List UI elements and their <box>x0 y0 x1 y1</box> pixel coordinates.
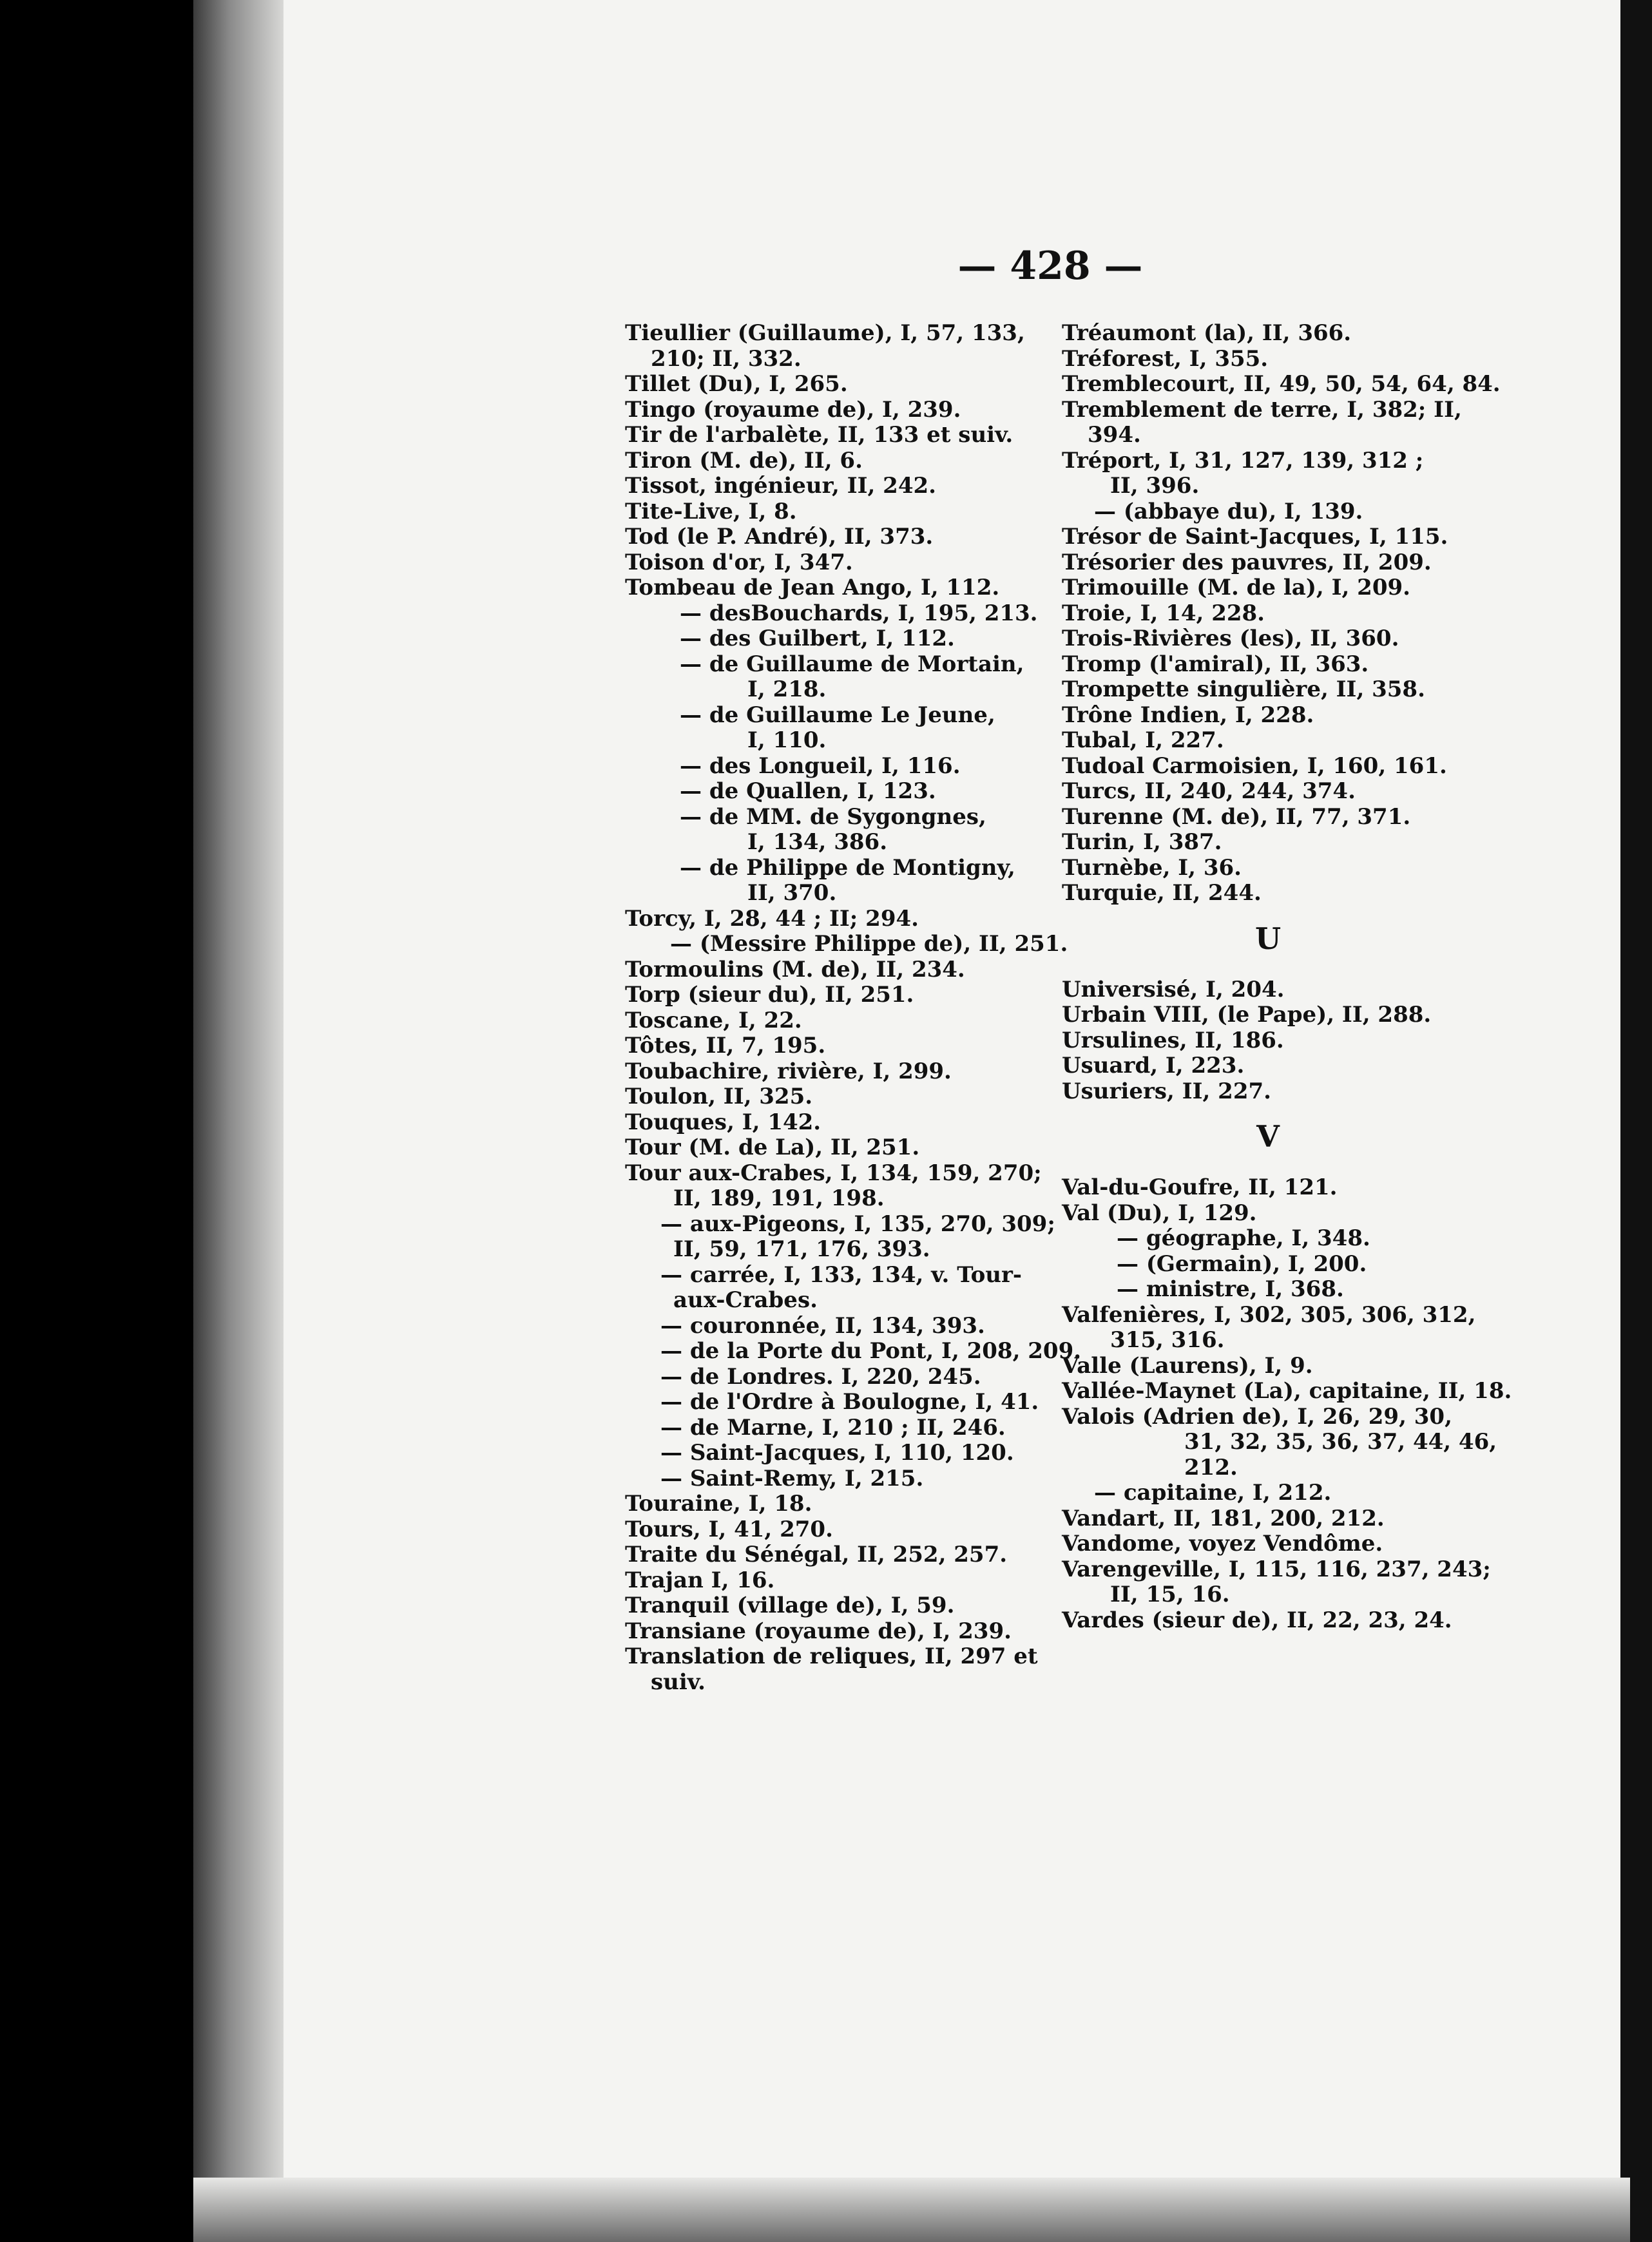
index-entry-line: — de Philippe de Montigny, <box>680 854 1015 881</box>
bottom-shadow <box>193 2178 1630 2242</box>
index-entry-line: Val (Du), I, 129. <box>1062 1200 1257 1226</box>
index-entry-line: Tréport, I, 31, 127, 139, 312 ; <box>1062 447 1424 474</box>
index-entry-line: Tranquil (village de), I, 59. <box>625 1593 955 1618</box>
index-entry-line: Trimouille (M. de la), I, 209. <box>1062 575 1410 600</box>
index-entry-line: Tour (M. de La), II, 251. <box>625 1135 920 1160</box>
index-entry-line: — aux-Pigeons, I, 135, 270, 309; <box>660 1211 1055 1237</box>
index-entry-line: Trajan I, 16. <box>625 1567 775 1593</box>
index-entry-line: Touraine, I, 18. <box>625 1491 812 1517</box>
index-entry-line: — (abbaye du), I, 139. <box>1094 498 1363 524</box>
index-entry-line: — de Guillaume de Mortain, <box>680 651 1024 677</box>
index-entry-line: Tormoulins (M. de), II, 234. <box>625 956 965 982</box>
index-entry-line: Ursulines, II, 186. <box>1062 1027 1284 1053</box>
index-entry-line: — de Guillaume Le Jeune, <box>680 702 995 728</box>
index-entry-line: Tôtes, II, 7, 195. <box>625 1033 826 1059</box>
index-entry-line: Tillet (Du), I, 265. <box>625 371 848 397</box>
index-entry-line: — ministre, I, 368. <box>1117 1276 1344 1302</box>
t-entries <box>1062 320 1501 906</box>
index-entry-line: Translation de reliques, II, 297 et <box>625 1643 1038 1669</box>
index-entry-line: Touques, I, 142. <box>625 1109 821 1135</box>
page-gutter-shadow <box>193 0 283 2242</box>
index-entry-line: Tubal, I, 227. <box>1062 727 1224 753</box>
index-entry-line: Trône Indien, I, 228. <box>1062 702 1314 728</box>
index-entry-line: aux-Crabes. <box>673 1287 818 1313</box>
index-entry-line: — de l'Ordre à Boulogne, I, 41. <box>660 1389 1039 1415</box>
index-entry-line: Tingo (royaume de), I, 239. <box>625 396 961 423</box>
index-entry-line: Trompette singulière, II, 358. <box>1062 676 1425 702</box>
index-entry-line: 31, 32, 35, 36, 37, 44, 46, <box>1184 1429 1497 1455</box>
index-entry-line: Vandart, II, 181, 200, 212. <box>1062 1505 1385 1531</box>
index-entry-line: II, 396. <box>1110 473 1200 499</box>
index-entry-line: Tod (le P. André), II, 373. <box>625 524 934 550</box>
index-entry-line: Valois (Adrien de), I, 26, 29, 30, <box>1062 1403 1452 1430</box>
index-entry-line: Toison d'or, I, 347. <box>625 549 853 575</box>
index-entry-line: Trois-Rivières (les), II, 360. <box>1062 626 1399 651</box>
index-entry-line: Tromp (l'amiral), II, 363. <box>1062 651 1369 677</box>
index-entry-line: — Saint-Jacques, I, 110, 120. <box>660 1440 1014 1466</box>
index-entry-line: Torcy, I, 28, 44 ; II; 294. <box>625 905 919 932</box>
index-entry-line: Tour aux-Crabes, I, 134, 159, 270; <box>625 1160 1042 1186</box>
index-entry-line: — (Germain), I, 200. <box>1117 1250 1367 1277</box>
index-entry-line: — (Messire Philippe de), II, 251. <box>670 931 1068 957</box>
index-entry-line: Vandome, voyez Vendôme. <box>1062 1531 1383 1557</box>
index-entry-line: — de Quallen, I, 123. <box>680 778 936 804</box>
index-entry-line: — de la Porte du Pont, I, 208, 209. <box>660 1338 1082 1364</box>
index-entry-line: Usuard, I, 223. <box>1062 1053 1245 1078</box>
page-number: — 428 — <box>957 244 1143 289</box>
right-index-column <box>1062 320 1512 1633</box>
index-entry-line: Toubachire, rivière, I, 299. <box>625 1058 952 1084</box>
index-entry-line: Tudoal Carmoisien, I, 160, 161. <box>1062 752 1447 779</box>
index-entry-line: Vardes (sieur de), II, 22, 23, 24. <box>1062 1607 1452 1633</box>
index-entry-line: Val-du-Goufre, II, 121. <box>1062 1174 1338 1200</box>
index-entry-line: Tréaumont (la), II, 366. <box>1062 320 1352 346</box>
index-entry-line: II, 15, 16. <box>1110 1582 1230 1607</box>
index-entry-line: — des Guilbert, I, 112. <box>680 626 955 651</box>
index-entry-line: I, 134, 386. <box>747 829 888 855</box>
index-entry-line: Valfenières, I, 302, 305, 306, 312, <box>1062 1301 1476 1328</box>
index-entry-line: II, 59, 171, 176, 393. <box>673 1236 930 1262</box>
index-entry-line: Troie, I, 14, 228. <box>1062 600 1265 626</box>
index-entry-line: 212. <box>1184 1454 1238 1480</box>
index-entry-line: — carrée, I, 133, 134, v. Tour- <box>660 1261 1023 1288</box>
index-entry-line: Urbain VIII, (le Pape), II, 288. <box>1062 1002 1432 1028</box>
index-entry-line: — géographe, I, 348. <box>1117 1225 1370 1251</box>
index-entry-line: — desBouchards, I, 195, 213. <box>680 600 1038 626</box>
index-entry-line: — de Marne, I, 210 ; II, 246. <box>660 1414 1006 1441</box>
index-entry-line: suiv. <box>651 1669 706 1695</box>
index-entry-line: Tieullier (Guillaume), I, 57, 133, <box>625 320 1025 346</box>
index-entry-line: II, 189, 191, 198. <box>673 1185 885 1211</box>
index-entry-line: Turnèbe, I, 36. <box>1062 854 1242 881</box>
index-entry-line: II, 370. <box>747 880 837 906</box>
u-entries <box>1062 977 1474 1105</box>
index-entry-line: I, 110. <box>747 727 827 753</box>
index-entry-line: Tiron (M. de), II, 6. <box>625 447 863 474</box>
index-entry-line: — de Londres. I, 220, 245. <box>660 1363 981 1390</box>
v-entries <box>1062 1174 1512 1633</box>
index-entry-line: Turquie, II, 244. <box>1062 880 1262 906</box>
index-entry-line: Tombeau de Jean Ango, I, 112. <box>625 575 1000 600</box>
index-entry-line: Valle (Laurens), I, 9. <box>1062 1352 1313 1379</box>
index-entry-line: 394. <box>1088 422 1141 448</box>
index-entry-line: Traite du Sénégal, II, 252, 257. <box>625 1542 1008 1567</box>
index-entry-line: Tréforest, I, 355. <box>1062 345 1269 372</box>
index-entry-line: Tite-Live, I, 8. <box>625 498 797 524</box>
index-entry-line: Tissot, ingénieur, II, 242. <box>625 473 936 499</box>
index-entry-line: Turenne (M. de), II, 77, 371. <box>1062 803 1411 830</box>
index-entry-line: — capitaine, I, 212. <box>1094 1480 1332 1506</box>
left-index-column <box>625 320 1082 1695</box>
index-entry-line: Turin, I, 387. <box>1062 829 1222 855</box>
index-entry-line: Torp (sieur du), II, 251. <box>625 982 914 1008</box>
index-entry-line: Varengeville, I, 115, 116, 237, 243; <box>1062 1556 1491 1582</box>
index-entry-line: Trésorier des pauvres, II, 209. <box>1062 549 1432 575</box>
index-entry-line: I, 218. <box>747 676 827 702</box>
index-entry-line: 210; II, 332. <box>651 345 802 372</box>
index-entry-line: Usuriers, II, 227. <box>1062 1078 1271 1104</box>
index-entry-line: Universisé, I, 204. <box>1062 976 1285 1002</box>
section-letter-v: V <box>1256 1119 1280 1154</box>
index-entry-line: Tours, I, 41, 270. <box>625 1516 833 1542</box>
index-entry-line: — de MM. de Sygongnes, <box>680 803 986 830</box>
index-entry-line: Turcs, II, 240, 244, 374. <box>1062 778 1356 804</box>
section-letter-u: U <box>1254 921 1282 956</box>
index-entry-line: Toscane, I, 22. <box>625 1007 802 1033</box>
index-entry-line: Trésor de Saint-Jacques, I, 115. <box>1062 524 1448 550</box>
index-entry-line: 315, 316. <box>1110 1327 1225 1353</box>
index-entry-line: Toulon, II, 325. <box>625 1084 813 1109</box>
index-entry-line: Tir de l'arbalète, II, 133 et suiv. <box>625 422 1013 448</box>
index-entry-line: Tremblecourt, II, 49, 50, 54, 64, 84. <box>1062 371 1501 397</box>
index-entry-line: Vallée-Maynet (La), capitaine, II, 18. <box>1062 1378 1512 1404</box>
index-entry-line: Transiane (royaume de), I, 239. <box>625 1618 1012 1644</box>
index-entry-line: — des Longueil, I, 116. <box>680 752 961 779</box>
index-entry-line: — Saint-Remy, I, 215. <box>660 1465 924 1491</box>
index-entry-line: Tremblement de terre, I, 382; II, <box>1062 396 1462 423</box>
index-entry-line: — couronnée, II, 134, 393. <box>660 1312 985 1339</box>
page-edge <box>1620 0 1652 2242</box>
